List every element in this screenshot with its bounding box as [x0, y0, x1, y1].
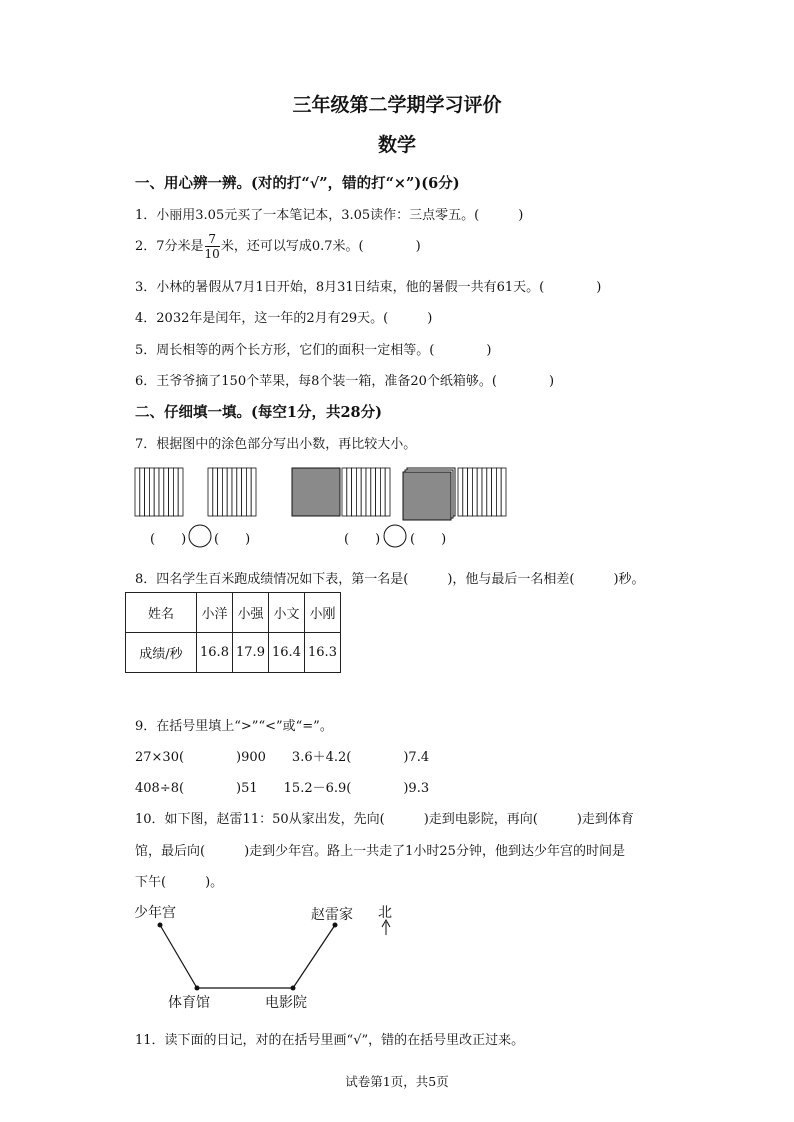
question-9: 9．在括号里填上“>”“<”或“=”。: [135, 719, 333, 734]
question-10-line-1: 10．如下图，赵雷11：50从家出发，先向( )走到电影院，再向( )走到体育: [135, 812, 634, 827]
label-home: 赵雷家: [311, 907, 353, 923]
q7-blank-3: ( ): [344, 532, 381, 547]
fraction-numerator: 7: [205, 232, 220, 247]
question-4: 4．2032年是闰年，这一年的2月有29天。( ): [135, 311, 433, 326]
table-header-cell: 小文: [269, 593, 305, 633]
youth-palace-point: [158, 923, 163, 928]
table-cell: 16.4: [269, 633, 305, 673]
table-row-label: 成绩/秒: [126, 633, 197, 673]
question-10-line-3: 下午( )。: [135, 875, 224, 890]
subject-title: 数学: [377, 134, 416, 156]
question-1: 1．小丽用3.05元买了一本笔记本，3.05读作：三点零五。( ): [135, 208, 524, 223]
q7-blank-4: ( ): [410, 532, 447, 547]
table-header-cell: 小刚: [305, 593, 341, 633]
table-cell: 16.8: [197, 633, 233, 673]
table-header-cell: 小强: [233, 593, 269, 633]
question-9-line-1: 27×30( )900 3.6＋4.2( )7.4: [135, 750, 430, 765]
question-9-line-2: 408÷8( )51 15.2－6.9( )9.3: [135, 781, 430, 796]
label-cinema: 电影院: [265, 995, 307, 1011]
route-line: [160, 925, 335, 988]
page-title: 三年级第二学期学习评价: [292, 94, 502, 116]
question-2-prefix: 2．7分米是: [135, 239, 204, 254]
label-north: 北: [378, 905, 392, 921]
question-2-suffix: 米，还可以写成0.7米。( ): [220, 239, 421, 254]
cinema-point: [291, 986, 296, 991]
question-5: 5．周长相等的两个长方形，它们的面积一定相等。( ): [135, 343, 492, 358]
question-11: 11．读下面的日记，对的在括号里画“√”，错的在括号里改正过来。: [135, 1033, 525, 1048]
table-cell: 16.3: [305, 633, 341, 673]
question-10-line-2: 馆，最后向( )走到少年宫。路上一共走了1小时25分钟，他到达少年宫的时间是: [135, 844, 625, 859]
question-3: 3．小林的暑假从7月1日开始，8月31日结束，他的暑假一共有61天。( ): [135, 280, 602, 295]
table-cell: 17.9: [233, 633, 269, 673]
question-8: 8．四名学生百米跑成绩情况如下表，第一名是( )，他与最后一名相差( )秒。: [135, 572, 645, 587]
fraction-denominator: 10: [204, 247, 220, 261]
label-gym: 体育馆: [168, 995, 210, 1011]
page-footer: 试卷第1页，共5页: [345, 1074, 449, 1089]
q7-blank-1: ( ): [150, 532, 187, 547]
section-2-heading: 二、仔细填一填。(每空1分，共28分): [135, 404, 382, 421]
section-1-heading: 一、用心辨一辨。(对的打“√”，错的打“×”)(6分): [135, 175, 460, 192]
q7-blank-2: ( ): [214, 532, 251, 547]
question-6: 6．王爷爷摘了150个苹果，每8个装一箱，准备20个纸箱够。( ): [135, 374, 555, 389]
question-7: 7．根据图中的涂色部分写出小数，再比较大小。: [135, 437, 417, 452]
table-header-cell: 姓名: [126, 593, 197, 633]
label-youth-palace: 少年宫: [134, 905, 176, 921]
gym-point: [195, 986, 200, 991]
table-header-cell: 小洋: [197, 593, 233, 633]
